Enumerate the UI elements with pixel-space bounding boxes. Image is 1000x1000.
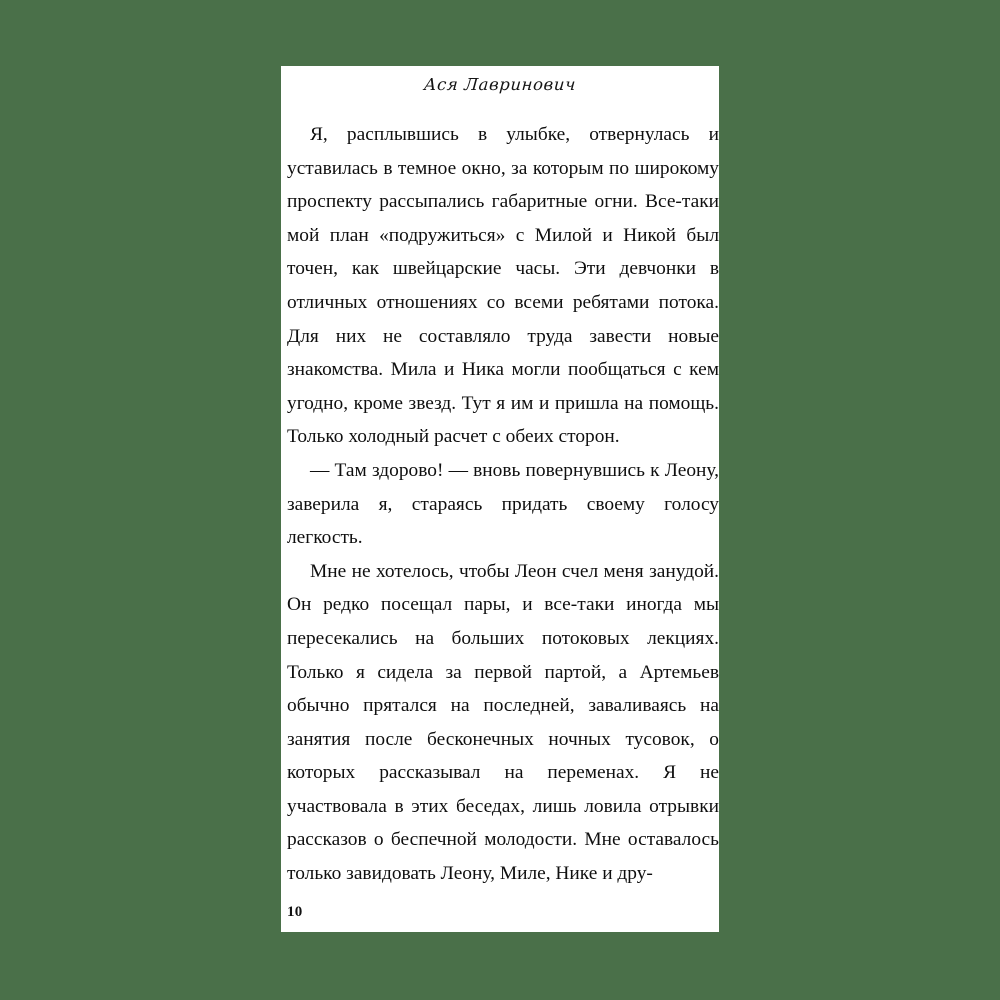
paragraph: — Там здорово! — вновь повернувшись к Леону, заверила я, стараясь придать своему голосу легкость. — [287, 459, 719, 549]
paragraph: Я, расплывшись в улыбке, отвернулась и уставилась в темное окно, за которым по широкому проспекту рассыпались габаритные огни. Все-таки мой план «подружиться» с Милой и Никой был точен, как швейцарские часы. Эти девчонки в отличных отношениях со всеми ребятами потока. Для них не составляло труда завести новые знакомства. Мила и Ника могли пообщаться с кем угодно, кроме звезд. Тут я им и пришла на помощь. Только холодный расчет с обеих сторон. — [287, 124, 719, 448]
paragraph: Мне не хотелось, чтобы Леон счел меня занудой. Он редко посещал пары, и все-таки иногда мы пересекались на больших потоковых лекциях. Только я сидела за первой партой, а Артемьев обычно прятался на последней, заваливаясь на занятия после бесконечных ночных тусовок, о которых рассказывал на переменах. Я не участвовала в этих беседах, лишь ловила отрывки рассказов о беспечной молодости. Мне оставалось только завидовать Леону, Миле, Нике и дру- — [287, 560, 719, 885]
book-page — [281, 66, 719, 932]
page-number: 10 — [287, 904, 303, 920]
body-text-column — [287, 118, 719, 891]
running-head-author-name: Ася Лавринович — [423, 75, 577, 94]
